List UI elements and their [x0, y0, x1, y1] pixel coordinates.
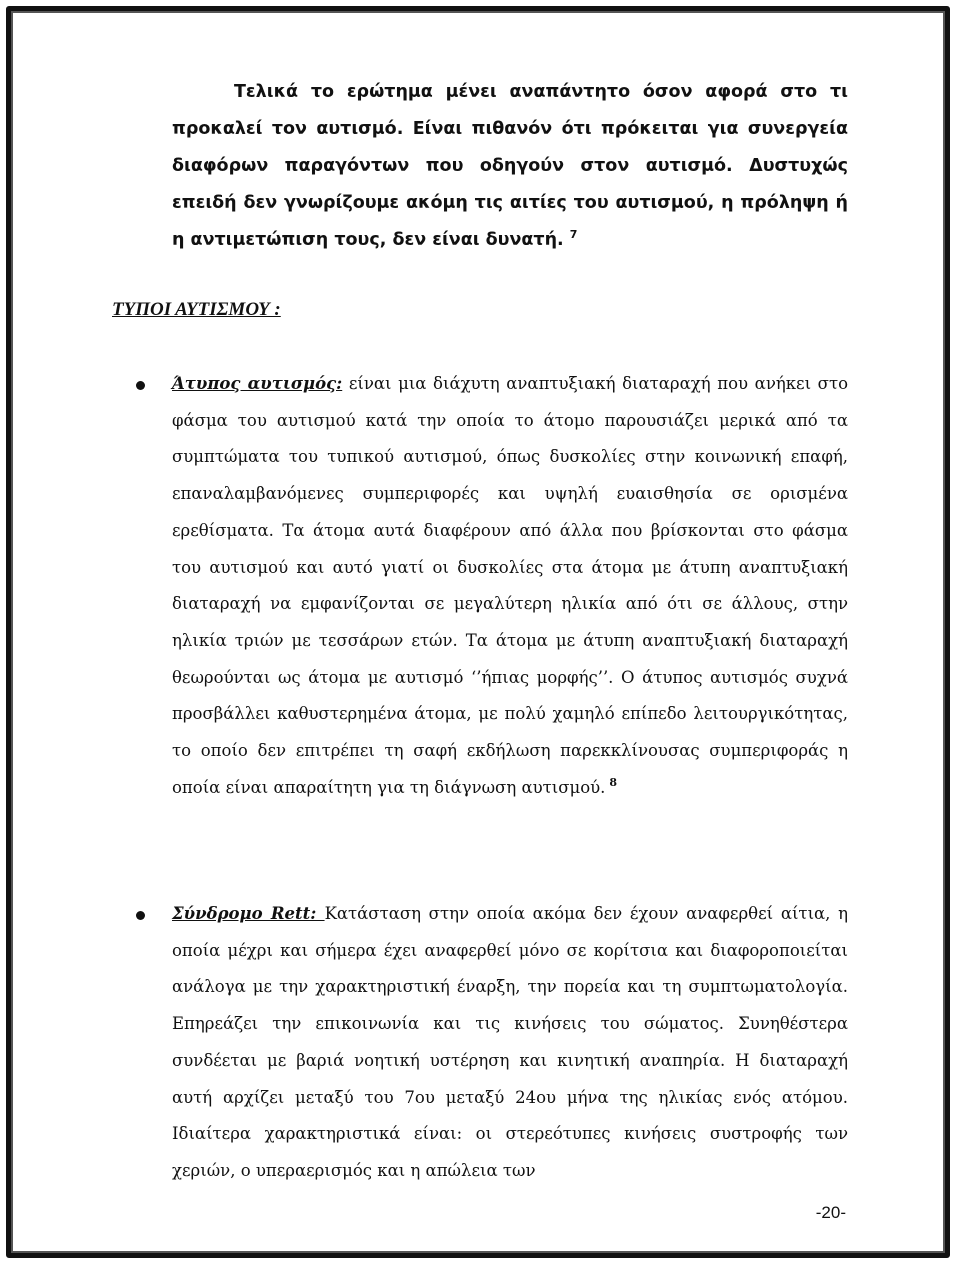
bullet-atypical-autism [172, 366, 848, 806]
bullet-dot [136, 911, 145, 920]
bullet-rett-syndrome [172, 896, 848, 1190]
bullet-term: Άτυπος αυτισμός: [172, 374, 343, 393]
bullet-text: Κατάσταση στην οποία ακόμα δεν έχουν αναφερθεί αίτια, η οποία μέχρι και σήμερα έχει αναφερθεί μόνο σε κορίτσια και διαφοροποιείται ανάλογα με την χαρακτηριστική έναρξη, την πορεία και τη συμπτωματολογία. Επηρεάζει την επικοινωνία και τις κινήσεις του σώματος. Συνηθέστερα συνδέεται με βαριά νοητική υστέρηση και κινητική αναπηρία. Η διαταραχή αυτή αρχίζει μεταξύ του 7ου μεταξύ 24ου μήνα της ηλικίας ενός ατόμου. Ιδιαίτερα χαρακτηριστικά είναι: οι στερεότυπες κινήσεις συστροφής των χεριών, ο υπεραερισμός και η απώλεια των [172, 904, 848, 1180]
footnote-ref-7[interactable]: 7 [569, 228, 578, 242]
bullet-term: Σύνδρομο Rett: [172, 904, 325, 923]
intro-paragraph [172, 74, 848, 259]
section-heading: ΤΥΠΟΙ ΑΥΤΙΣΜΟΥ : [112, 299, 281, 320]
intro-text: Τελικά το ερώτημα μένει αναπάντητο όσον αφορά στο τι προκαλεί τον αυτισμό. Είναι πιθανόν ότι πρόκειται για συνεργεία διαφόρων παραγόντων που οδηγούν στον αυτισμό. Δυστυχώς επειδή δεν γνωρίζουμε ακόμη τις αιτίες του αυτισμού, η πρόληψη ή η αντιμετώπιση τους, δεν είναι δυνατή. [172, 82, 848, 250]
page-number: -20- [815, 1203, 846, 1222]
bullet-text: είναι μια διάχυτη αναπτυξιακή διαταραχή που ανήκει στο φάσμα του αυτισμού κατά την οποία το άτομο παρουσιάζει μερικά από τα συμπτώματα του τυπικού αυτισμού, όπως δυσκολίες στην κοινωνική επαφή, επαναλαμβανόμενες συμπεριφορές και υψηλή ευαισθησία σε ορισμένα ερεθίσματα. Τα άτομα αυτά διαφέρουν από άλλα που βρίσκονται στο φάσμα του αυτισμού και αυτό γιατί οι δυσκολίες στα άτομα με άτυπη αναπτυξιακή διαταραχή να εμφανίζονται σε μεγαλύτερη ηλικία από ότι σε άλλους, στην ηλικία τριών με τεσσάρων ετών. Τα άτομα με άτυπη αναπτυξιακή διαταραχή θεωρούνται ως άτομα με αυτισμό ‘’ήπιας μορφής’’. Ο άτυπος αυτισμός συχνά προσβάλλει καθυστερημένα άτομα, με πολύ χαμηλό επίπεδο λειτουργικότητας, το οποίο δεν επιτρέπει τη σαφή εκδήλωση παρεκκλίνουσας συμπεριφοράς η οποία είναι απαραίτητη για τη διάγνωση αυτισμού. [172, 374, 848, 797]
footnote-ref-8[interactable]: 8 [609, 776, 618, 790]
bullet-dot [136, 381, 145, 390]
